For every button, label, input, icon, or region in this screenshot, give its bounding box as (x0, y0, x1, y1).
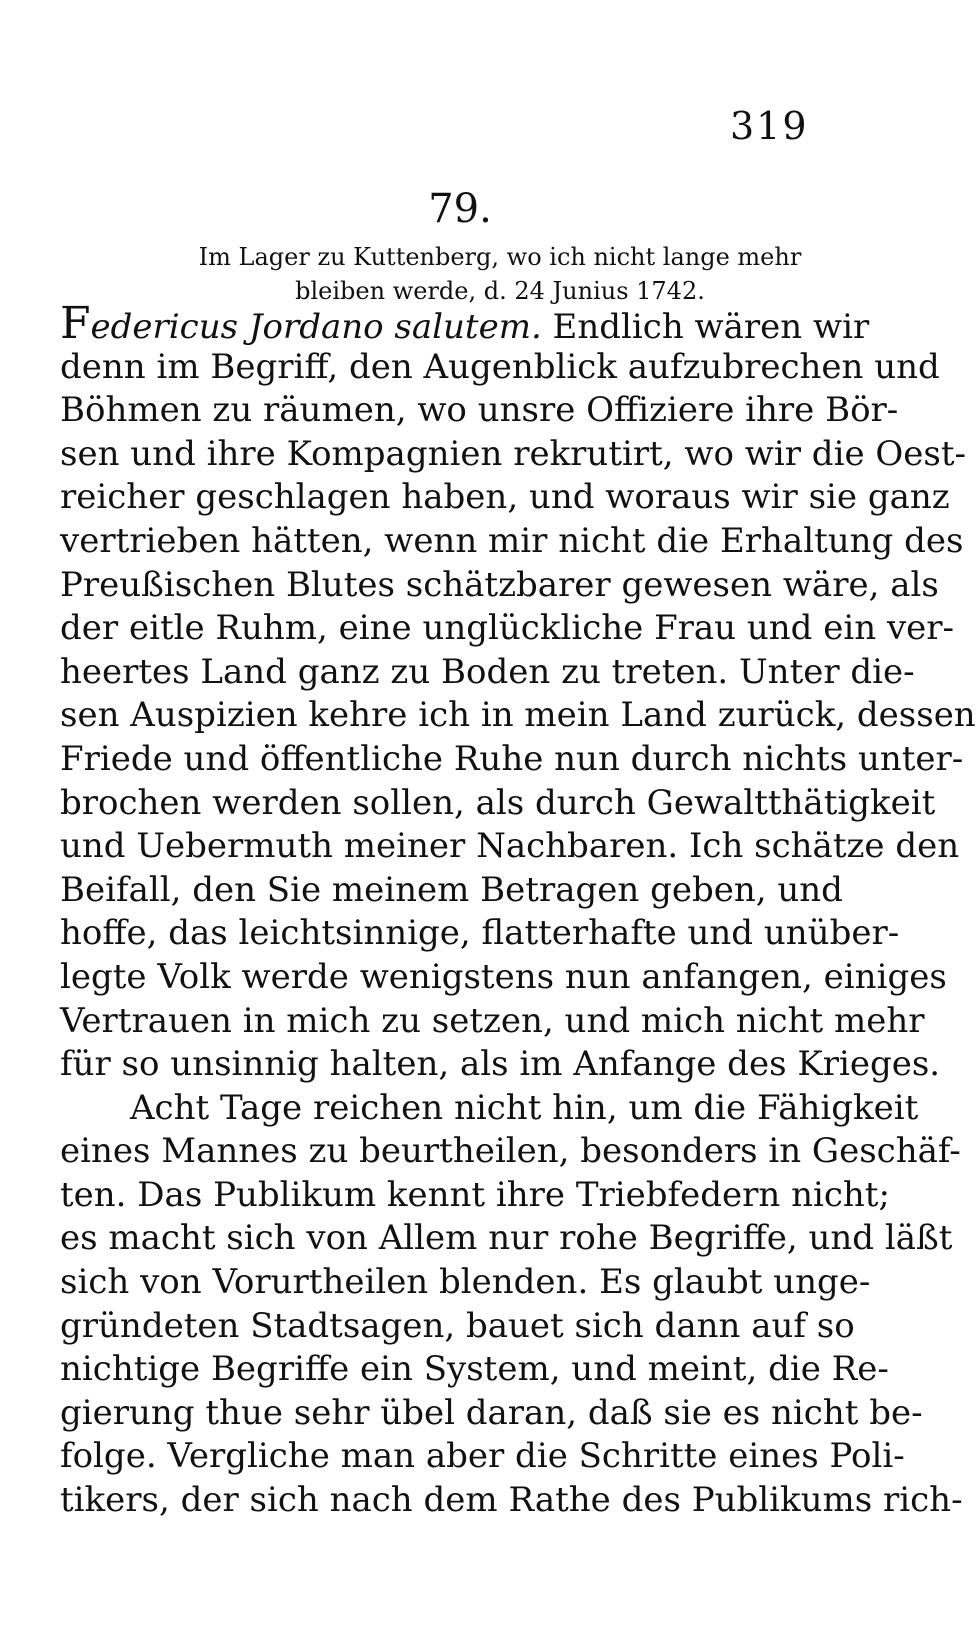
text-line: Preußischen Blutes schätzbarer gewesen wäre, als (60, 564, 939, 605)
text-line: brochen werden sollen, als durch Gewaltthätigkeit (60, 782, 936, 823)
heading-line: Im Lager zu Kuttenberg, wo ich nicht lange mehr (198, 243, 802, 271)
text-line: denn im Begriff, den Augenblick aufzubrechen und (60, 346, 940, 387)
text-line: gierung thue sehr übel daran, daß sie es nicht be- (60, 1392, 923, 1433)
page-number: 319 (730, 104, 809, 148)
letter-heading (160, 240, 840, 308)
text-line: heertes Land ganz zu Boden zu treten. Unter die- (60, 651, 915, 692)
text-line: reicher geschlagen haben, und woraus wir sie ganz (60, 477, 950, 518)
text-line: sich von Vorurtheilen blenden. Es glaubt unge- (60, 1262, 871, 1303)
text-line: der eitle Ruhm, eine unglückliche Frau und ein ver- (60, 608, 955, 649)
text-line: nichtige Begriffe ein System, und meint, die Re- (60, 1349, 889, 1390)
text-line: Vertrauen in mich zu setzen, und mich nicht mehr (60, 1000, 925, 1041)
text-line: legte Volk werde wenigstens nun anfangen, einiges (60, 956, 947, 997)
text-line: tikers, der sich nach dem Rathe des Publikums rich- (60, 1480, 963, 1521)
salutation (60, 298, 542, 349)
text-line: ten. Das Publikum kennt ihre Triebfedern nicht; (60, 1174, 890, 1215)
heading-line: bleiben werde, d. 24 Junius 1742. (295, 277, 705, 305)
text-line: gründeten Stadtsagen, bauet sich dann auf so (60, 1305, 855, 1346)
salutation-text: edericus Jordano salutem. (90, 307, 542, 347)
text-line: folge. Vergliche man aber die Schritte eines Poli- (60, 1436, 905, 1477)
text-line: Friede und öffentliche Ruhe nun durch nichts unter- (60, 738, 964, 779)
text-line: Böhmen zu räumen, wo unsre Offiziere ihre Bör- (60, 390, 899, 431)
letter-body (60, 298, 976, 1523)
text-line: Beifall, den Sie meinem Betragen geben, und (60, 869, 843, 910)
text-line: vertrieben hätten, wenn mir nicht die Erhaltung des (60, 520, 964, 561)
text-line: sen Auspizien kehre ich in mein Land zurück, dessen (60, 695, 976, 736)
salutation-initial: F (60, 298, 91, 349)
text-line: für so unsinnig halten, als im Anfange des Krieges. (60, 1044, 941, 1085)
text-line (60, 298, 870, 349)
text-line-rest: Endlich wären wir (541, 307, 870, 347)
text-line: Acht Tage reichen nicht hin, um die Fähigkeit (130, 1087, 919, 1128)
letter-number: 79. (428, 186, 492, 232)
text-line: eines Mannes zu beurtheilen, besonders in Geschäf- (60, 1131, 961, 1172)
text-line: und Uebermuth meiner Nachbaren. Ich schätze den (60, 826, 960, 867)
text-line: sen und ihre Kompagnien rekrutirt, wo wir die Oest- (60, 433, 966, 474)
text-line: es macht sich von Allem nur rohe Begriffe, und läßt (60, 1218, 953, 1259)
text-line: hoffe, das leichtsinnige, flatterhafte und unüber- (60, 913, 900, 954)
